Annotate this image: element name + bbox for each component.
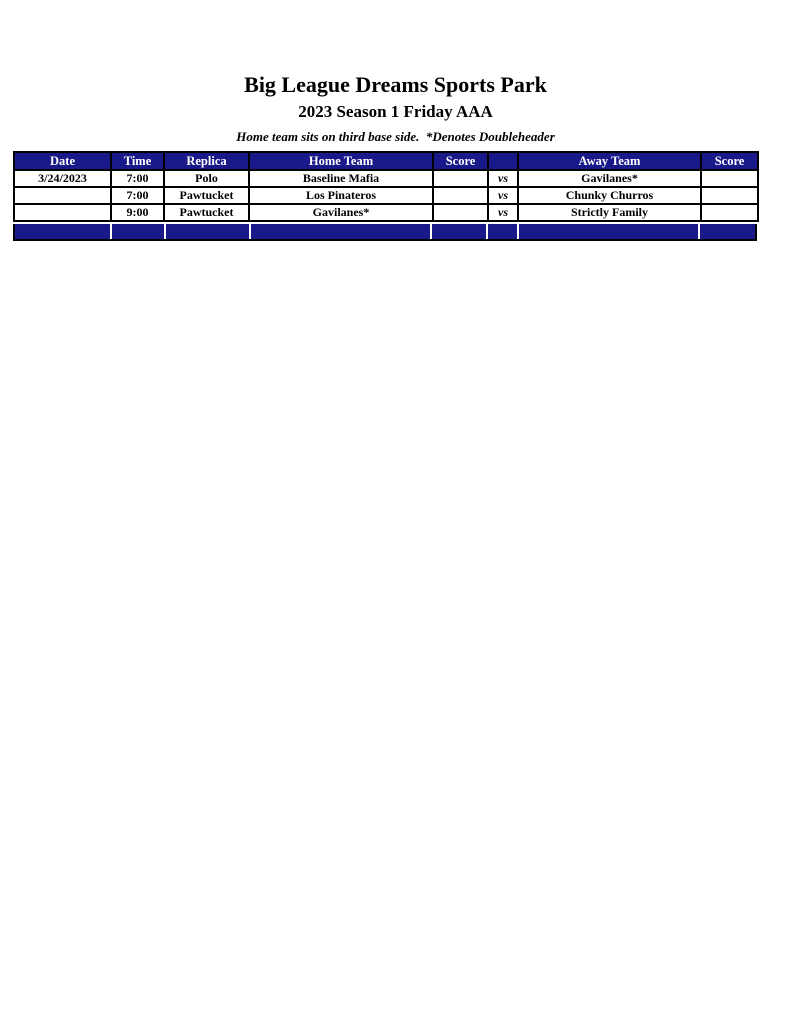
home-score-cell (433, 187, 488, 204)
replica-cell: Polo (164, 170, 249, 187)
table-footer-bar (13, 224, 757, 241)
vs-cell: vs (488, 204, 518, 221)
footer-cell (251, 224, 430, 239)
home-score-cell (433, 204, 488, 221)
col-header-away-team: Away Team (518, 152, 701, 170)
page-title: Big League Dreams Sports Park (244, 72, 547, 97)
page-note: Home team sits on third base side. *Denotes Doubleheader (236, 129, 555, 144)
time-cell: 7:00 (111, 187, 164, 204)
away-team-cell: Gavilanes* (518, 170, 701, 187)
col-header-vs (488, 152, 518, 170)
table-row (14, 187, 758, 204)
footer-cell (112, 224, 164, 239)
away-score-cell (701, 204, 758, 221)
away-score-cell (701, 170, 758, 187)
time-cell: 9:00 (111, 204, 164, 221)
date-cell (14, 187, 111, 204)
schedule-table (13, 151, 759, 222)
table-row (14, 170, 758, 187)
footer-cell (488, 224, 517, 239)
col-header-date: Date (14, 152, 111, 170)
col-header-home-score: Score (433, 152, 488, 170)
footer-cell (700, 224, 755, 239)
vs-cell: vs (488, 187, 518, 204)
date-cell (14, 204, 111, 221)
col-header-time: Time (111, 152, 164, 170)
away-team-cell: Strictly Family (518, 204, 701, 221)
away-team-cell: Chunky Churros (518, 187, 701, 204)
footer-cell (166, 224, 249, 239)
date-cell: 3/24/2023 (14, 170, 111, 187)
home-team-cell: Baseline Mafia (249, 170, 433, 187)
col-header-home-team: Home Team (249, 152, 433, 170)
footer-cell (15, 224, 110, 239)
table-row (14, 204, 758, 221)
replica-cell: Pawtucket (164, 204, 249, 221)
away-score-cell (701, 187, 758, 204)
table-header-row (14, 152, 758, 170)
vs-cell: vs (488, 170, 518, 187)
replica-cell: Pawtucket (164, 187, 249, 204)
time-cell: 7:00 (111, 170, 164, 187)
home-score-cell (433, 170, 488, 187)
footer-cell (519, 224, 698, 239)
home-team-cell: Los Pinateros (249, 187, 433, 204)
home-team-cell: Gavilanes* (249, 204, 433, 221)
col-header-replica: Replica (164, 152, 249, 170)
footer-cell (432, 224, 486, 239)
col-header-away-score: Score (701, 152, 758, 170)
page-subtitle: 2023 Season 1 Friday AAA (298, 102, 493, 121)
